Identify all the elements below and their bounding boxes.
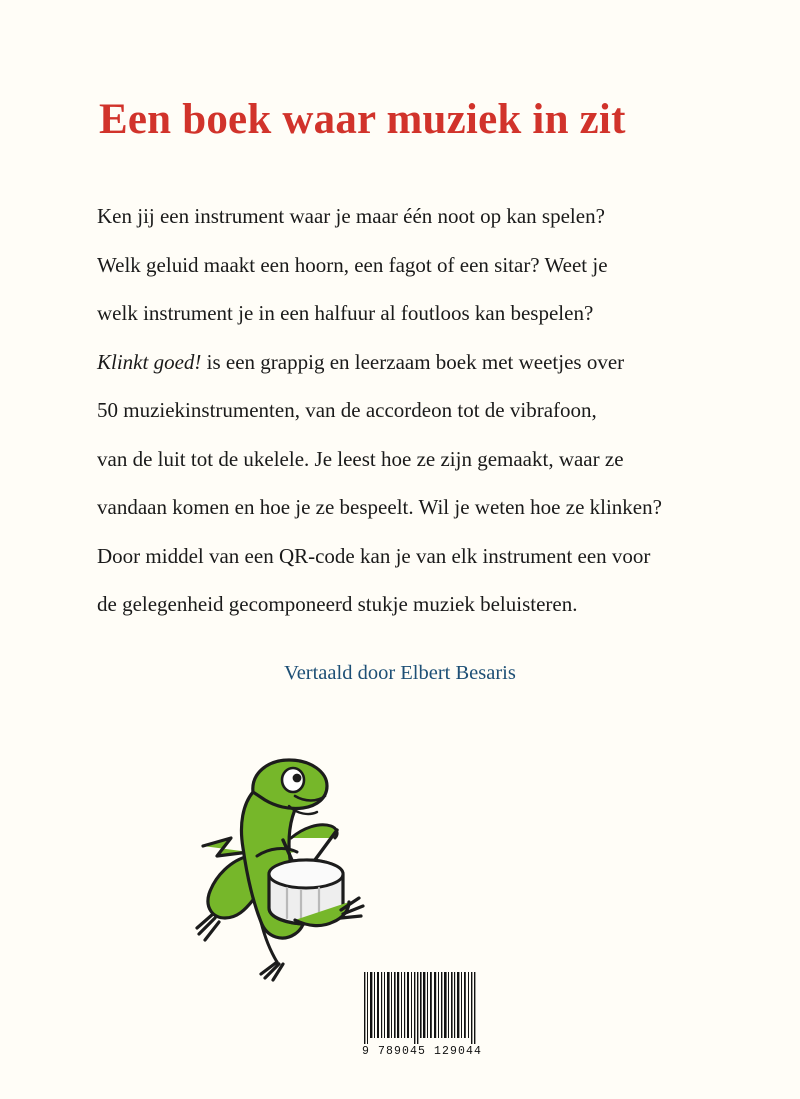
frog-with-drum-illustration bbox=[191, 752, 371, 984]
blurb-line-1: Ken jij een instrument waar je maar één noot op kan spelen? bbox=[97, 204, 605, 228]
frog-drum-icon bbox=[191, 752, 371, 984]
isbn-number: 9 789045 129044 bbox=[362, 1045, 483, 1058]
blurb-line-5: 50 muziekinstrumenten, van de accordeon tot de vibrafoon, bbox=[97, 398, 597, 422]
book-title-italic: Klinkt goed! bbox=[97, 349, 202, 374]
page-title: Een boek waar muziek in zit bbox=[99, 96, 626, 143]
isbn-barcode bbox=[362, 972, 483, 1058]
blurb-line-6: van de luit tot de ukelele. Je leest hoe ze zijn gemaakt, waar ze bbox=[97, 446, 624, 471]
blurb-line-2: Welk geluid maakt een hoorn, een fagot of een sitar? Weet je bbox=[97, 252, 608, 277]
translator-credit: Vertaald door Elbert Besaris bbox=[284, 662, 516, 684]
blurb-line-4-rest: is een grappig en leerzaam boek met weetjes over bbox=[201, 349, 625, 374]
blurb-text bbox=[97, 192, 731, 629]
blurb-line-4 bbox=[97, 338, 731, 387]
blurb-line-7: vandaan komen en hoe je ze bespeelt. Wil je weten hoe ze klinken? bbox=[97, 495, 662, 519]
barcode-bars-icon bbox=[362, 972, 478, 1044]
blurb-line-3: welk instrument je in een halfuur al foutloos kan bespelen? bbox=[97, 301, 594, 325]
blurb-line-8: Door middel van een QR-code kan je van elk instrument een voor bbox=[97, 543, 651, 568]
blurb-line-9: de gelegenheid gecomponeerd stukje muziek beluisteren. bbox=[97, 592, 578, 616]
